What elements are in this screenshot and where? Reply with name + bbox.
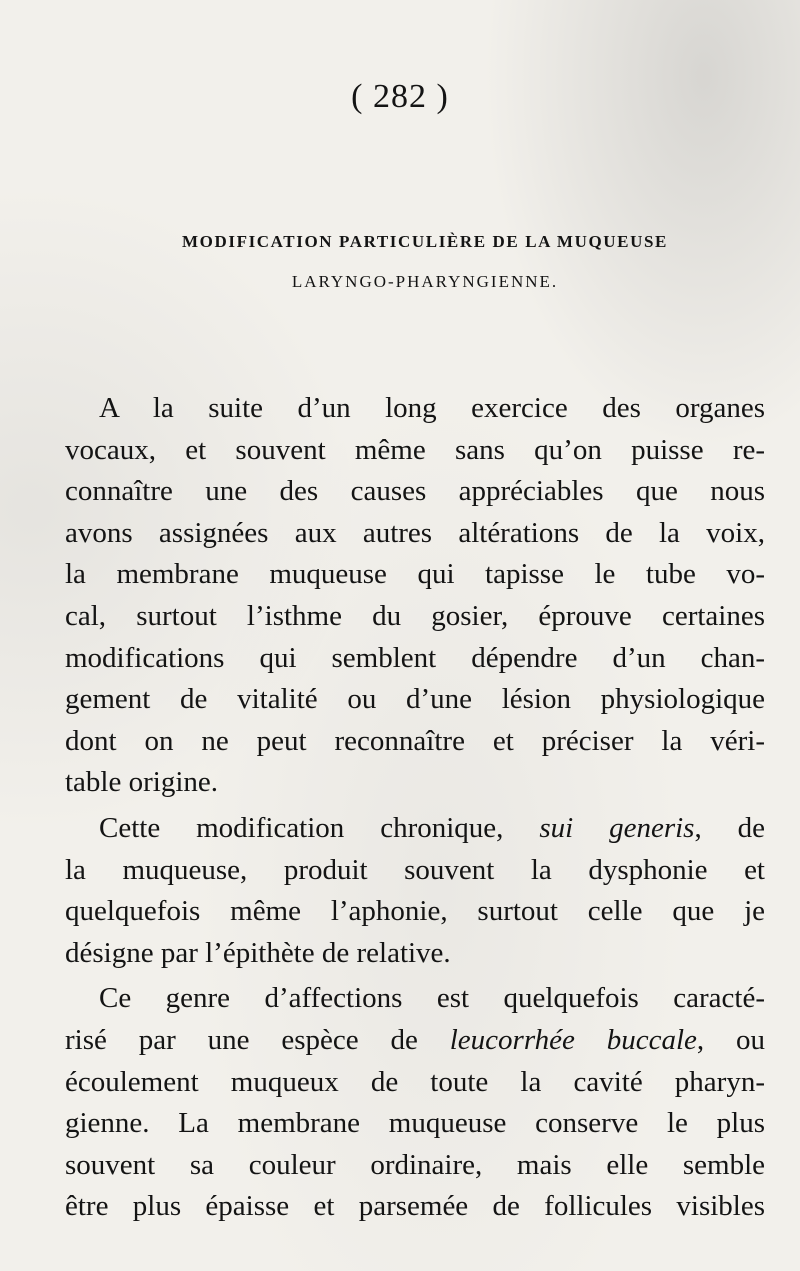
text-span: Cette modification chronique, xyxy=(99,811,540,844)
text-line: être plus épaisse et parsemée de follicules visibles xyxy=(65,1190,765,1223)
text-line: table origine. xyxy=(65,766,219,799)
text-line: la membrane muqueuse qui tapisse le tube vo- xyxy=(65,558,765,591)
text-line: vocaux, et souvent même sans qu’on puisse re- xyxy=(65,433,765,466)
text-line: gement de vitalité ou d’une lésion physiologique xyxy=(65,683,765,716)
paragraph-1 xyxy=(65,388,765,804)
italic-term: leucorrhée buccale xyxy=(449,1023,697,1056)
text-line: écoulement muqueux de toute la cavité pharyn- xyxy=(65,1065,765,1098)
text-line: la muqueuse, produit souvent la dysphonie et xyxy=(65,853,765,886)
page-number: ( 282 ) xyxy=(351,78,449,115)
body-text xyxy=(65,388,765,1228)
latin-term: sui generis xyxy=(539,811,695,844)
text-span: , de xyxy=(694,811,766,844)
text-line: modifications qui semblent dépendre d’un chan- xyxy=(65,641,765,674)
text-line: avons assignées aux autres altérations de la voix, xyxy=(65,516,765,549)
text-line: quelquefois même l’aphonie, surtout celle que je xyxy=(65,895,765,928)
text-line: connaître une des causes appréciables que nous xyxy=(65,475,765,508)
text-span: risé par une espèce de xyxy=(65,1023,450,1056)
text-line: souvent sa couleur ordinaire, mais elle semble xyxy=(65,1148,765,1181)
text-line: gienne. La membrane muqueuse conserve le plus xyxy=(65,1107,765,1140)
text-line: cal, surtout l’isthme du gosier, éprouve certaines xyxy=(65,599,765,632)
paragraph-2 xyxy=(65,808,765,974)
paragraph-3 xyxy=(65,978,765,1228)
text-line xyxy=(65,1020,765,1062)
text-line: Ce genre d’affections est quelquefois caracté- xyxy=(99,982,765,1015)
text-line: dont on ne peut reconnaître et préciser la véri- xyxy=(65,724,765,757)
text-line: désigne par l’épithète de relative. xyxy=(65,936,451,969)
section-heading-line-1: MODIFICATION PARTICULIÈRE DE LA MUQUEUSE xyxy=(182,232,668,251)
section-heading-line-2: LARYNGO-PHARYNGIENNE. xyxy=(291,272,559,291)
text-line: A la suite d’un long exercice des organes xyxy=(99,392,765,424)
text-span: , ou xyxy=(696,1023,766,1056)
text-line xyxy=(65,808,765,850)
